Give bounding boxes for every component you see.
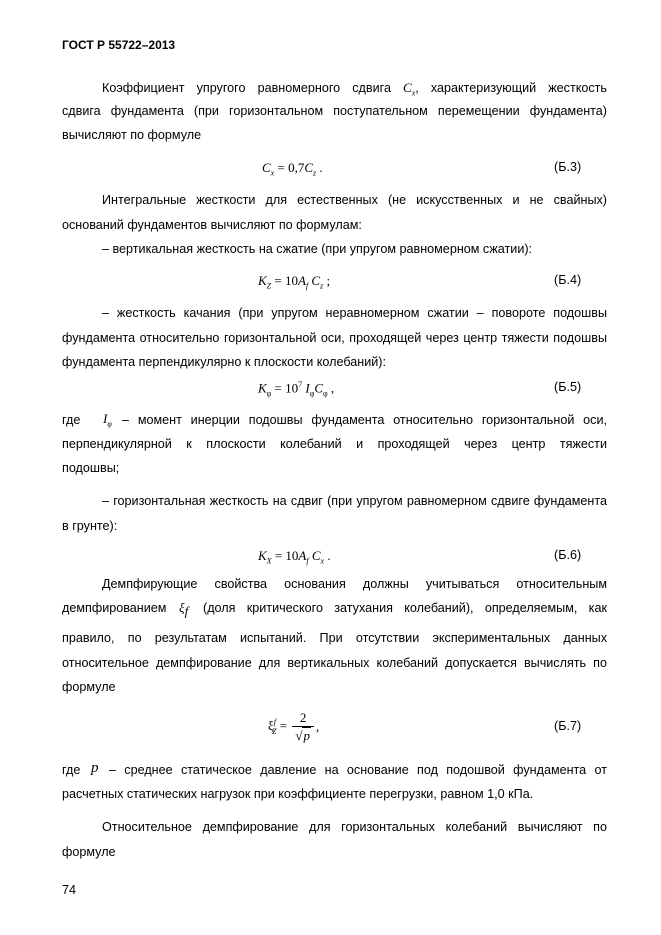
equation-number: (Б.7) <box>554 719 582 733</box>
equation-number: (Б.3) <box>554 160 582 174</box>
paragraph-line: сдвига фундамента (при горизонтальном поступательном перемещении фундамента) <box>62 104 607 118</box>
paragraph: правило, по результатам испытаний. При отсутствии экспериментальных данных относительное демпфирование для вертикальных колебаний допускается вычислять по формуле <box>62 631 607 694</box>
equation-number: (Б.5) <box>554 380 582 394</box>
where-clause: где <box>62 413 81 427</box>
document-header: ГОСТ Р 55722–2013 <box>62 38 176 52</box>
where-clause: где <box>62 763 81 777</box>
paragraph-line: перпендикулярной к плоскости колебаний и проходящей через центр тяжести <box>62 437 607 451</box>
symbol-cx: $C_x$ <box>403 80 416 98</box>
paragraph-line: Коэффициент упругого равномерного сдвига $C_x$, характеризующий жесткость <box>102 80 607 98</box>
formula-b4: $K_Z = 10A_f$ $C_z$ ; <box>258 273 331 291</box>
paragraph-line: вычисляют по формуле <box>62 128 202 142</box>
where-clause: – среднее статическое давление на основание под подошвой фундамента от <box>109 763 607 777</box>
symbol-p: p <box>91 760 99 776</box>
formula-b7: $\xi^f_Z$ = $\frac{2}{√p}$ , <box>268 710 320 743</box>
list-item: – вертикальная жесткость на сжатие (при упругом равномерном сжатии): <box>102 242 533 256</box>
paragraph-line: подошвы; <box>62 461 120 475</box>
equation-number: (Б.4) <box>554 273 582 287</box>
paragraph-line: (доля критического затухания колебаний), определяемым, как <box>203 601 607 615</box>
formula-b5: $K_\varphi = 10^7$ $I_\varphi C_\varphi$ , <box>258 380 335 398</box>
symbol-xi-f: $\xi_f$ <box>179 600 189 619</box>
paragraph-line: расчетных статических нагрузок при коэффициенте перегрузки, равном 1,0 кПа. <box>62 787 534 801</box>
formula-b3: $C_x = 0,7C_z$ . <box>262 160 323 178</box>
list-item: – жесткость качания (при упругом неравномерном сжатии – повороте подошвы фундамента относительно горизонтальной оси, проходящей через центр тяжести подошвы фундамента перпендикулярно к плоскости колебаний): <box>62 306 607 369</box>
symbol-i-phi: $I_\varphi$ <box>103 411 112 429</box>
paragraph: Интегральные жесткости для естественных (не искусственных и не свайных) оснований фундаментов вычисляют по формулам: <box>62 193 607 232</box>
paragraph-line: Демпфирующие свойства основания должны учитываться относительным <box>102 577 607 591</box>
list-item: – горизонтальная жесткость на сдвиг (при упругом равномерном сдвиге фундамента в грунте): <box>62 494 607 533</box>
where-clause: – момент инерции подошвы фундамента относительно горизонтальной оси, <box>122 413 607 427</box>
formula-b6: $K_X = 10A_f$ $C_x$ . <box>258 548 331 566</box>
paragraph-line: демпфированием <box>62 601 167 615</box>
page-number: 74 <box>62 883 77 897</box>
paragraph: Относительное демпфирование для горизонтальных колебаний вычисляют по формуле <box>62 820 607 859</box>
equation-number: (Б.6) <box>554 548 582 562</box>
